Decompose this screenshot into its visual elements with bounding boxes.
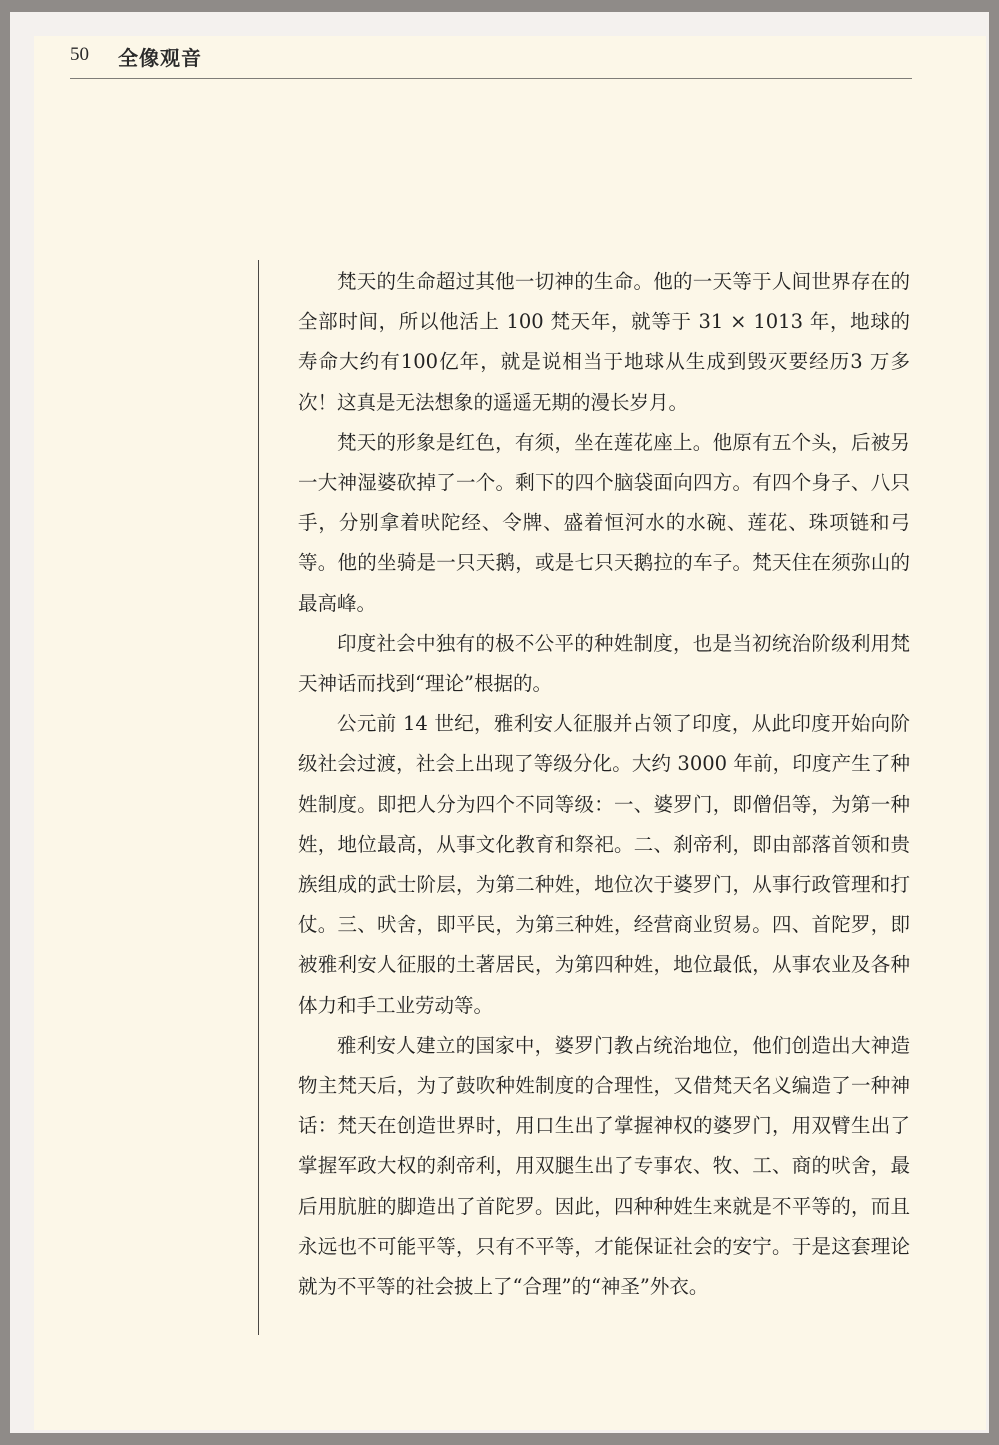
margin-rule bbox=[258, 260, 259, 1335]
body-text bbox=[298, 262, 910, 1307]
running-header bbox=[70, 40, 912, 80]
book-title: 全像观音 bbox=[118, 46, 202, 70]
paragraph: 印度社会中独有的极不公平的种姓制度，也是当初统治阶级利用梵天神话而找到“理论”根据的。 bbox=[298, 631, 910, 696]
paragraph: 公元前 14 世纪，雅利安人征服并占领了印度，从此印度开始向阶级社会过渡，社会上出现了等级分化。大约 3000 年前，印度产生了种姓制度。即把人分为四个不同等级：一、婆罗门，即僧侣等，为第一种姓，地位最高，从事文化教育和祭祀。二、刹帝利，即由部落首领和贵族组成的武士阶层，为第二种姓，地位次于婆罗门，从事行政管理和打仗。三、吠舍，即平民，为第三种姓，经营商业贸易。四、首陀罗，即被雅利安人征服的土著居民，为第四种姓，地位最低，从事农业及各种体力和手工业劳动等。 bbox=[298, 712, 910, 1017]
paragraph: 雅利安人建立的国家中，婆罗门教占统治地位，他们创造出大神造物主梵天后，为了鼓吹种姓制度的合理性，又借梵天名义编造了一种神话：梵天在创造世界时，用口生出了掌握神权的婆罗门，用双臂生出了掌握军政大权的刹帝利，用双腿生出了专事农、牧、工、商的吠舍，最后用肮脏的脚造出了首陀罗。因此，四种种姓生来就是不平等的，而且永远也不可能平等，只有不平等，才能保证社会的安宁。于是这套理论就为不平等的社会披上了“合理”的“神圣”外衣。 bbox=[298, 1033, 910, 1299]
header-divider bbox=[70, 78, 912, 79]
page-number: 50 bbox=[70, 44, 89, 65]
paragraph: 梵天的形象是红色，有须，坐在莲花座上。他原有五个头，后被另一大神湿婆砍掉了一个。剩下的四个脑袋面向四方。有四个身子、八只手，分别拿着吠陀经、令牌、盛着恒河水的水碗、莲花、珠项链和弓等。他的坐骑是一只天鹅，或是七只天鹅拉的车子。梵天住在须弥山的最高峰。 bbox=[298, 430, 910, 615]
paragraph: 梵天的生命超过其他一切神的生命。他的一天等于人间世界存在的全部时间，所以他活上 100 梵天年，就等于 31 × 1013 年，地球的寿命大约有100亿年，就是说相当于地球从生成到毁灭要经历3 万多次！这真是无法想象的遥遥无期的漫长岁月。 bbox=[298, 270, 910, 414]
